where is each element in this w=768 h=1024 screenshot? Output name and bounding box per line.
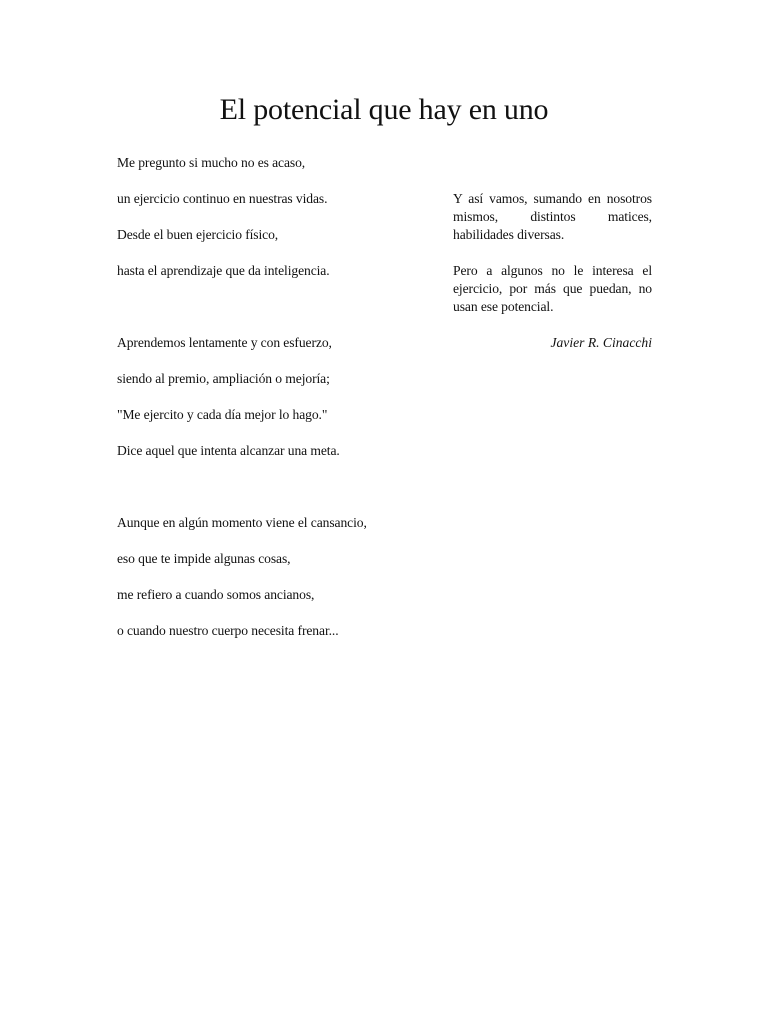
poem-line: hasta el aprendizaje que da inteligencia. [117, 263, 330, 278]
poem-title: El potencial que hay en uno [219, 93, 549, 126]
poem-line: un ejercicio continuo en nuestras vidas. [117, 191, 328, 206]
author-signature: Javier R. Cinacchi [550, 335, 652, 350]
poem-line: Me pregunto si mucho no es acaso, [117, 155, 306, 170]
poem-line: me refiero a cuando somos ancianos, [117, 587, 315, 602]
poem-line: Aunque en algún momento viene el cansancio, [117, 515, 367, 530]
poem-line: o cuando nuestro cuerpo necesita frenar... [117, 623, 339, 638]
poem-line: "Me ejercito y cada día mejor lo hago." [117, 407, 328, 422]
poem-stanza: Pero a algunos no le interesa el ejercicio, por más que puedan, no usan ese potencial. [453, 263, 652, 314]
poem-line: Aprendemos lentamente y con esfuerzo, [117, 335, 332, 350]
poem-stanza: Y así vamos, sumando en nosotros mismos, distintos matices, habilidades diversas. [453, 191, 652, 242]
poem-line: eso que te impide algunas cosas, [117, 551, 291, 566]
poem-line: Desde el buen ejercicio físico, [117, 227, 279, 242]
poem-line: Dice aquel que intenta alcanzar una meta. [117, 443, 340, 458]
poem-line: siendo al premio, ampliación o mejoría; [117, 371, 330, 386]
